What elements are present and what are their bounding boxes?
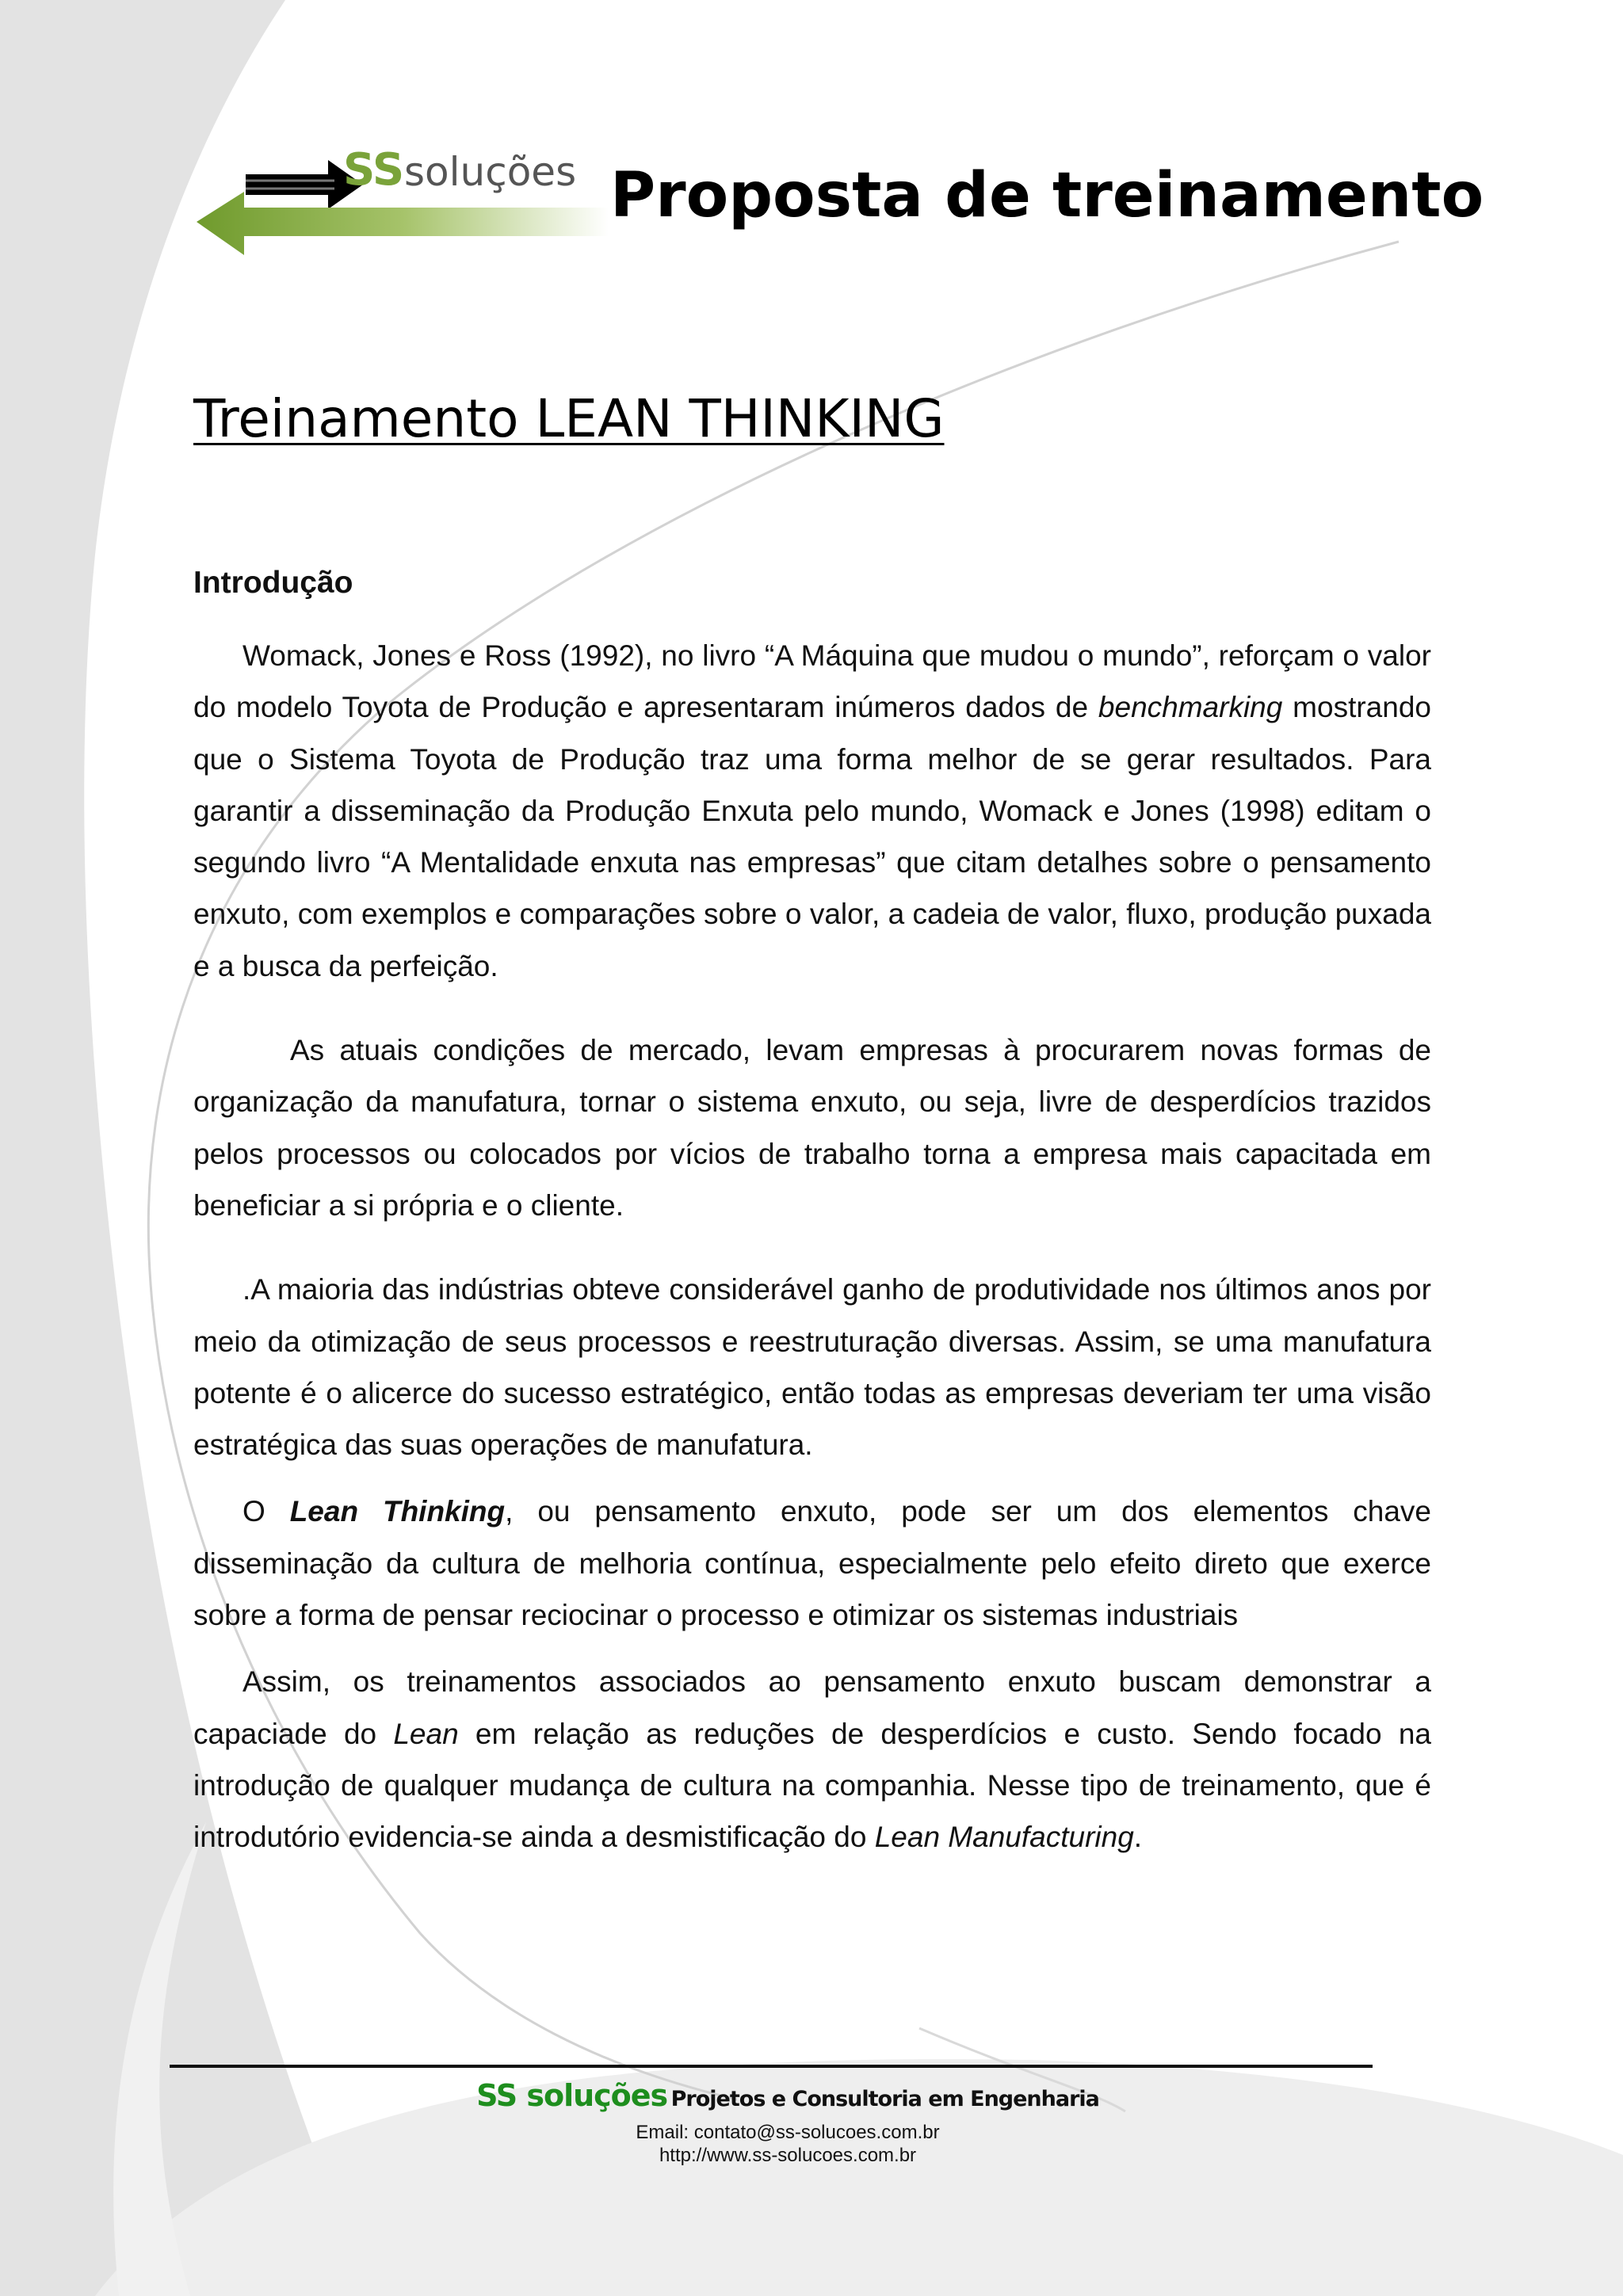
footer-brand: SS soluções bbox=[476, 2078, 668, 2113]
footer-brand-line bbox=[170, 2077, 1406, 2121]
footer-tagline: Projetos e Consultoria em Engenharia bbox=[670, 2087, 1099, 2111]
document-title: Treinamento LEAN THINKING bbox=[193, 388, 945, 449]
paragraph-1: Womack, Jones e Ross (1992), no livro “A Máquina que mudou o mundo”, reforçam o valor do modelo Toyota de Produção e apresentaram inúmeros dados de benchmarking mostrando que o Sistema Toyota de Produção traz uma forma melhor de se gerar resultados. Para garantir a disseminação da Produção Enxuta pelo mundo, Womack e Jones (1998) editam o segundo livro “A Mentalidade enxuta nas empresas” que citam detalhes sobre o pensamento enxuto, com exemplos e comparações sobre o valor, a cadeia de valor, fluxo, produção puxada e a busca da perfeição. bbox=[193, 639, 1431, 982]
arrow-left-icon bbox=[197, 190, 609, 261]
footer-email: Email: contato@ss-solucoes.com.br bbox=[636, 2122, 940, 2143]
company-logo bbox=[197, 143, 609, 261]
section-heading: Introdução bbox=[193, 566, 353, 600]
paragraph-5: Assim, os treinamentos associados ao pensamento enxuto buscam demonstrar a capaciade do Lean em relação as reduções de desperdícios e custo. Sendo focado na introdução de qualquer mudança de cultura na companhia. Nesse tipo de treinamento, que é introdutório evidencia-se ainda a desmistificação do Lean Manufacturing. bbox=[193, 1665, 1431, 1854]
logo-brand-ss: SS bbox=[343, 144, 404, 196]
document-body bbox=[193, 630, 1431, 1863]
header-title: Proposta de treinamento bbox=[610, 160, 1484, 231]
footer-divider bbox=[170, 2065, 1373, 2068]
paragraph-3: .A maioria das indústrias obteve considerável ganho de produtividade nos últimos anos por meio da otimização de seus processos e reestruturação diversas. Assim, se uma manufatura potente é o alicerce do sucesso estratégico, então todas as empresas deveriam ter uma visão estratégica das suas operações de manufatura. bbox=[193, 1273, 1431, 1462]
footer-website-link[interactable]: http://www.ss-solucoes.com.br bbox=[659, 2145, 917, 2166]
paragraph-4: O Lean Thinking, ou pensamento enxuto, pode ser um dos elementos chave disseminação da cultura de melhoria contínua, especialmente pelo efeito direto que exerce sobre a forma de pensar reciocinar o processo e otimizar os sistemas industriais bbox=[193, 1495, 1432, 1632]
logo-brand-name: soluções bbox=[404, 149, 577, 195]
footer bbox=[170, 2077, 1406, 2167]
paragraph-2: As atuais condições de mercado, levam empresas à procurarem novas formas de organização da manufatura, tornar o sistema enxuto, ou seja, livre de desperdícios trazidos pelos processos ou colocados por vícios de trabalho torna a empresa mais capacitada em beneficiar a si própria e o cliente. bbox=[193, 1034, 1431, 1222]
